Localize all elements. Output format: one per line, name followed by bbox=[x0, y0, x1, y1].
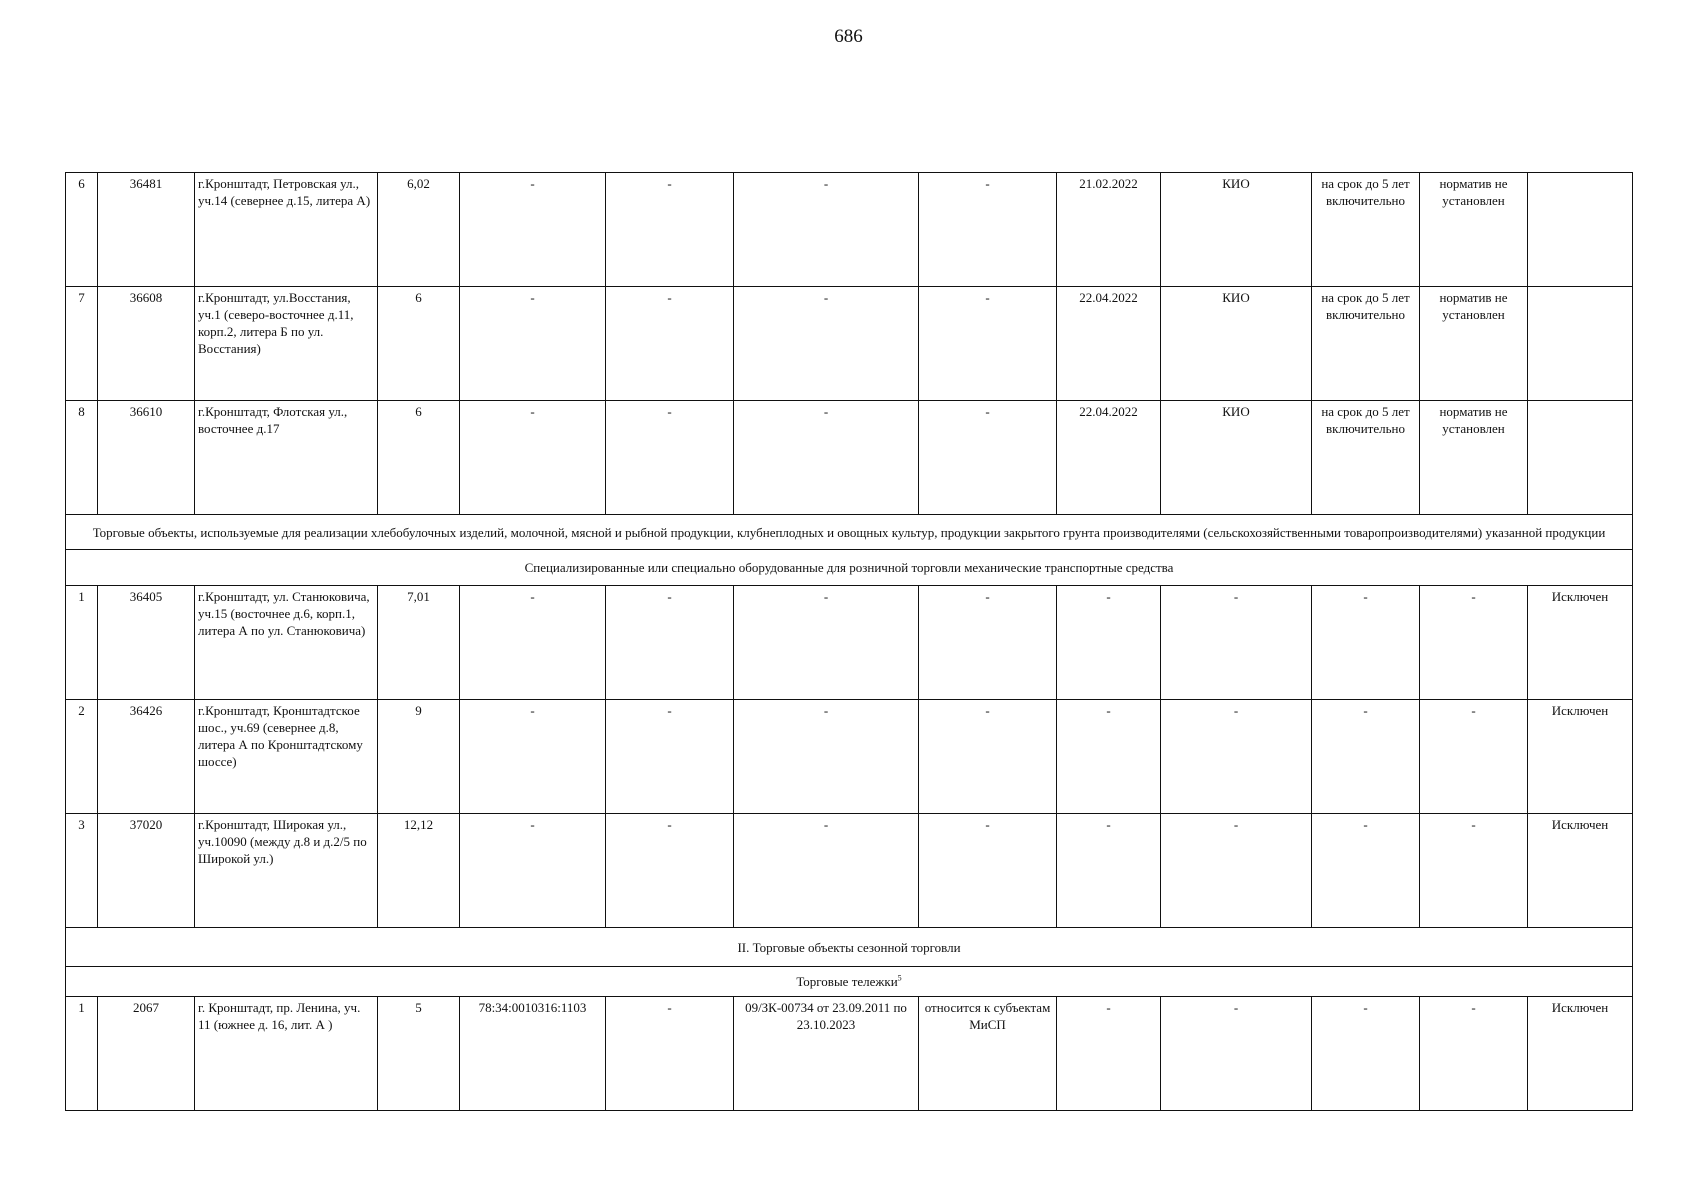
cell-date: 22.04.2022 bbox=[1057, 401, 1161, 515]
cell-subject-category: - bbox=[919, 401, 1057, 515]
cell-subject-category: - bbox=[919, 586, 1057, 700]
cell-status bbox=[1528, 287, 1633, 401]
section-heading-vehicles-text: Специализированные или специально оборудованные для розничной торговли механические транспортные средства bbox=[524, 560, 1174, 575]
section-heading-seasonal-cell bbox=[66, 928, 1633, 967]
cell-object-id: 36426 bbox=[98, 700, 195, 814]
cell-date: - bbox=[1057, 997, 1161, 1111]
cell-row-number: 2 bbox=[66, 700, 98, 814]
cell-address: г.Кронштадт, Петровская ул., уч.14 (севернее д.15, литера А) bbox=[195, 173, 378, 287]
cell-area: 7,01 bbox=[378, 586, 460, 700]
cell-subject-category: - bbox=[919, 700, 1057, 814]
cell-status: Исключен bbox=[1528, 814, 1633, 928]
cell-date: 22.04.2022 bbox=[1057, 287, 1161, 401]
cell-address: г.Кронштадт, Широкая ул., уч.10090 (между д.8 и д.2/5 по Широкой ул.) bbox=[195, 814, 378, 928]
cell-address: г.Кронштадт, Флотская ул., восточнее д.17 bbox=[195, 401, 378, 515]
cell-cadastral-number: - bbox=[460, 401, 606, 515]
cell-contract: - bbox=[734, 173, 919, 287]
cell-cadastral-number: - bbox=[460, 700, 606, 814]
cell-norm: норматив не установлен bbox=[1420, 401, 1528, 515]
section-heading-carts bbox=[66, 967, 1633, 997]
table-row bbox=[66, 586, 1633, 700]
section-heading-food-cell bbox=[66, 515, 1633, 550]
cell-organization: - bbox=[1161, 814, 1312, 928]
cell-date: - bbox=[1057, 814, 1161, 928]
section-heading-vehicles-cell bbox=[66, 550, 1633, 586]
cell-status bbox=[1528, 173, 1633, 287]
cell-address: г.Кронштадт, ул. Станюковича, уч.15 (восточнее д.6, корп.1, литера А по ул. Станюковича) bbox=[195, 586, 378, 700]
cell-subject-category: - bbox=[919, 814, 1057, 928]
cell-term: на срок до 5 лет включительно bbox=[1312, 401, 1420, 515]
cell-row-number: 7 bbox=[66, 287, 98, 401]
cell-area: 12,12 bbox=[378, 814, 460, 928]
cell-term: - bbox=[1312, 700, 1420, 814]
cell-column-5: - bbox=[606, 586, 734, 700]
page-number: 686 bbox=[834, 26, 863, 47]
cell-cadastral-number: - bbox=[460, 287, 606, 401]
cell-status bbox=[1528, 401, 1633, 515]
cell-date: - bbox=[1057, 700, 1161, 814]
cell-address: г. Кронштадт, пр. Ленина, уч. 11 (южнее д. 16, лит. А ) bbox=[195, 997, 378, 1111]
cell-status: Исключен bbox=[1528, 997, 1633, 1111]
section-heading-vehicles bbox=[66, 550, 1633, 586]
cell-area: 9 bbox=[378, 700, 460, 814]
cell-area: 6 bbox=[378, 287, 460, 401]
cell-object-id: 36610 bbox=[98, 401, 195, 515]
cell-row-number: 3 bbox=[66, 814, 98, 928]
cell-organization: КИО bbox=[1161, 173, 1312, 287]
cell-term: - bbox=[1312, 997, 1420, 1111]
cell-norm: - bbox=[1420, 997, 1528, 1111]
section-heading-carts-text: Торговые тележки bbox=[796, 974, 898, 989]
cell-column-5: - bbox=[606, 700, 734, 814]
cell-status: Исключен bbox=[1528, 700, 1633, 814]
cell-row-number: 6 bbox=[66, 173, 98, 287]
table-row bbox=[66, 814, 1633, 928]
cell-norm: - bbox=[1420, 700, 1528, 814]
cell-contract: - bbox=[734, 401, 919, 515]
cell-row-number: 8 bbox=[66, 401, 98, 515]
cell-norm: норматив не установлен bbox=[1420, 287, 1528, 401]
cell-column-5: - bbox=[606, 814, 734, 928]
cell-contract: - bbox=[734, 814, 919, 928]
section-heading-seasonal-text: II. Торговые объекты сезонной торговли bbox=[737, 939, 961, 955]
cell-norm: - bbox=[1420, 586, 1528, 700]
cell-contract: - bbox=[734, 287, 919, 401]
cell-cadastral-number: 78:34:0010316:1103 bbox=[460, 997, 606, 1111]
cell-area: 6 bbox=[378, 401, 460, 515]
cell-date: 21.02.2022 bbox=[1057, 173, 1161, 287]
cell-area: 5 bbox=[378, 997, 460, 1111]
cell-contract: - bbox=[734, 700, 919, 814]
section-heading-carts-cell bbox=[66, 967, 1633, 997]
table-row bbox=[66, 287, 1633, 401]
cell-column-5: - bbox=[606, 287, 734, 401]
cell-organization: - bbox=[1161, 700, 1312, 814]
registry-table bbox=[65, 172, 1633, 1111]
cell-subject-category: - bbox=[919, 287, 1057, 401]
cell-organization: КИО bbox=[1161, 401, 1312, 515]
cell-column-5: - bbox=[606, 173, 734, 287]
cell-date: - bbox=[1057, 586, 1161, 700]
cell-norm: - bbox=[1420, 814, 1528, 928]
cell-organization: КИО bbox=[1161, 287, 1312, 401]
table-row bbox=[66, 700, 1633, 814]
table-row bbox=[66, 997, 1633, 1111]
section-heading-seasonal bbox=[66, 928, 1633, 967]
cell-row-number: 1 bbox=[66, 997, 98, 1111]
cell-object-id: 36608 bbox=[98, 287, 195, 401]
cell-contract: - bbox=[734, 586, 919, 700]
cell-status: Исключен bbox=[1528, 586, 1633, 700]
cell-address: г.Кронштадт, ул.Восстания, уч.1 (северо-восточнее д.11, корп.2, литера Б по ул. Восстания) bbox=[195, 287, 378, 401]
cell-contract: 09/ЗК-00734 от 23.09.2011 по 23.10.2023 bbox=[734, 997, 919, 1111]
cell-organization: - bbox=[1161, 997, 1312, 1111]
cell-subject-category: - bbox=[919, 173, 1057, 287]
cell-norm: норматив не установлен bbox=[1420, 173, 1528, 287]
cell-object-id: 36405 bbox=[98, 586, 195, 700]
cell-term: - bbox=[1312, 586, 1420, 700]
table-row bbox=[66, 173, 1633, 287]
cell-organization: - bbox=[1161, 586, 1312, 700]
cell-area: 6,02 bbox=[378, 173, 460, 287]
cell-term: на срок до 5 лет включительно bbox=[1312, 173, 1420, 287]
table-row bbox=[66, 401, 1633, 515]
footnote-marker: 5 bbox=[897, 973, 902, 983]
cell-subject-category: относится к субъектам МиСП bbox=[919, 997, 1057, 1111]
cell-cadastral-number: - bbox=[460, 814, 606, 928]
section-heading-food-text: Торговые объекты, используемые для реализации хлебобулочных изделий, молочной, мясной и рыбной продукции, клубнеплодных и овощных культур, продукции закрытого грунта производителями (сельскохозяйственными товаропроизводителями) указанной продукции bbox=[92, 524, 1606, 540]
cell-row-number: 1 bbox=[66, 586, 98, 700]
section-heading-food bbox=[66, 515, 1633, 550]
cell-cadastral-number: - bbox=[460, 586, 606, 700]
cell-column-5: - bbox=[606, 997, 734, 1111]
cell-address: г.Кронштадт, Кронштадтское шос., уч.69 (севернее д.8, литера А по Кронштадтскому шоссе) bbox=[195, 700, 378, 814]
cell-object-id: 2067 bbox=[98, 997, 195, 1111]
cell-term: - bbox=[1312, 814, 1420, 928]
cell-cadastral-number: - bbox=[460, 173, 606, 287]
cell-column-5: - bbox=[606, 401, 734, 515]
cell-object-id: 37020 bbox=[98, 814, 195, 928]
cell-object-id: 36481 bbox=[98, 173, 195, 287]
cell-term: на срок до 5 лет включительно bbox=[1312, 287, 1420, 401]
